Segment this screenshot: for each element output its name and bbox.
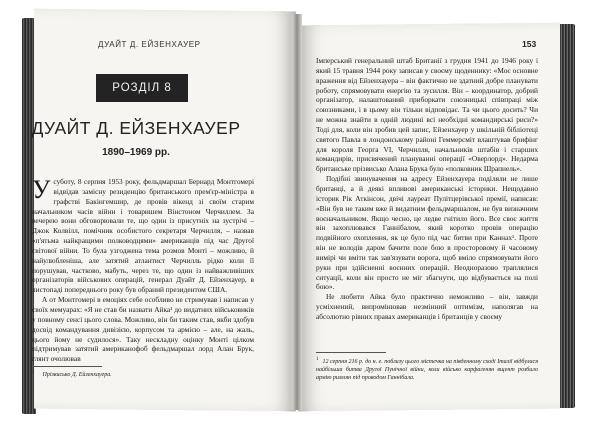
left-paragraph-2: А от Монтгомері в емоціях себе особливо не стримував і написав у своїх мемуарах: «Я не став би назвати Айка¹ до видатних військовиків у повному сенсі цього слова. Можливо, він би таким став, якби здобув досвід командування дивізією, корпусом та армією – але, на жаль, цього йому не судилося». Таку нескладну оцінку Монті цілком підтримував затятий американофоб фельдмаршал лорд Алан Брук, глянт очолював bbox=[32, 295, 254, 364]
right-footnote-number: 1 bbox=[316, 357, 319, 362]
left-paragraph-1-text: суботу, 8 серпня 1953 року, фельдмаршал Бернард Монтгомері відвідав замісну резиденцію британського прем'єр-міністра в графстві Бакінгемшир, де провів вікенд зі своїм старим начальником часів війни і товаришем Вінстоном Черчиллем. За вечерею вони обговорювали те, що один із присутніх на зустрічі – Джок Колвілл, помічник особистого секретаря Черчилля, – назвав «п'ятьма найкращими полководцями» американців під час Другої світової війни. То була узгоджена тема розмов Монті – можливо, й найулюбленіша, але затятий атлантист Черчилль рідко коли її порушував, частково, мабуть, через те, що один із найважливіших організаторів військових операцій, генерал Дуайт Д. Ейзенхауер, в листопаді попереднього року був обраний президентом США. bbox=[32, 177, 254, 295]
left-footnote-number: 1 bbox=[32, 370, 35, 375]
left-paragraph-1 bbox=[32, 177, 254, 295]
right-body-text bbox=[316, 56, 538, 322]
left-footnote-text: Прізвисько Д. Ейзенхауера. bbox=[42, 372, 112, 378]
drop-cap: У bbox=[32, 175, 51, 204]
right-footnote-rule bbox=[316, 352, 386, 353]
page-number: 153 bbox=[522, 39, 537, 49]
right-footnote bbox=[316, 356, 538, 382]
right-paragraph-1: Імперський генеральний штаб Британії з грудня 1941 до 1946 року і який 15 травня 1944 року записав у своєму щоденнику: «Моє основне враження від Ейзенхауера – він фактично не здатний добре планувати роботу, спрямовувати енергію та зусилля. Він – координатор, добрий організатор, налаштований приборкати союзницькі співпраці між союзниками, і в цьому він тільки відповідає. Та чи цього досить? Чи не можна знайти в одній людині всі необхідні командирські риси?» Тоді для, коли він зробив цей запис, Ейзенхауер у шкільній бібліотеці святого Павла в лондонському районі Геммерсміт влаштував брифінг для короля Георга VI, Черчилля, начальників штабів і старших командирів, присвячений плануванні операції «Оверлорд». Недарма британське прізвисько Алана Брука було «полковник Шрапнель». bbox=[316, 56, 538, 174]
left-body-text bbox=[32, 177, 254, 364]
chapter-label-box bbox=[96, 74, 188, 102]
left-footnote bbox=[32, 369, 254, 379]
right-paragraph-2: Подібні звинувачення на адресу Ейзенхауера поділяли не лише британці, а й деякі впливові американські історики. Нещодавно історик Рік Аткінсон, двічі лауреат Пулітцерівської премії, написав: «Він був не таким вже й видатним фельдмаршалом, не був визначним воєначальником. Якщо чесно, це ледве гнітило його. Все своє життя він захоплювався Ганнібалом, який коротко провів операцію подвійного охоплення, як це було під час битви при Каннах¹. Проте він не володів даром бачити поле бою в просторовому й часовому вимірі чи вміти так зав'язувати ворога, щоб вміло спрямовувати його руки при здійсненні воєнних операцій. Неодноразово траплялися ситуації, коли він просто не міг збагнути, що відбувається на полі бою». bbox=[316, 174, 538, 292]
chapter-label: РОЗДІЛ 8 bbox=[112, 82, 172, 94]
left-footnote-rule bbox=[32, 366, 102, 367]
life-years: 1890–1969 рр. bbox=[102, 147, 170, 158]
running-head: ДУАЙТ Д. ЕЙЗЕНХАУЕР bbox=[98, 40, 201, 49]
right-paragraph-3: Не любити Айка було практично неможливо – він, завжди усміхнений, випромінював незмінний оптимізм, наполягав на абсолютно рівних правах американців і британців у своєму bbox=[316, 292, 538, 321]
chapter-title: ДУАЙТ Д. ЕЙЗЕНХАУЕР bbox=[31, 118, 241, 138]
right-footnote-text: 12 серпня 216 р. до н. е. поблизу цього містечка на південному сході Італії відбулася найбільша битва Другої Пунічної війни, коли військо карфагенян вщент розбило армію римлян під проводом Ганнібала. bbox=[316, 359, 538, 381]
book-gutter bbox=[292, 14, 302, 410]
